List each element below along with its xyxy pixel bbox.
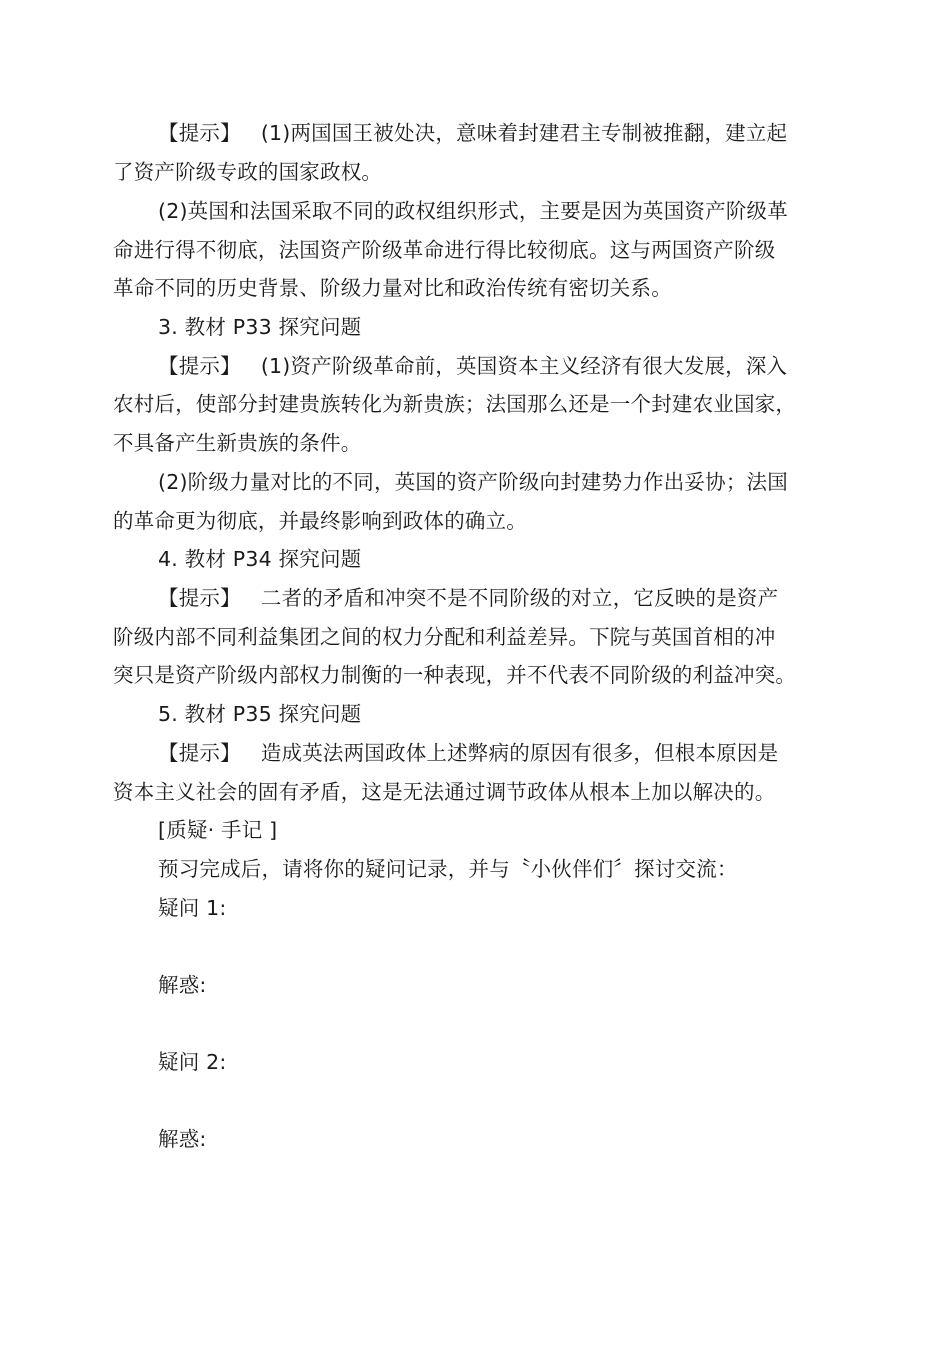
hint-tag: 【提示】 [158, 741, 241, 765]
hint-3-line-3: 不具备产生新贵族的条件。 [113, 431, 362, 455]
paragraph-3b-line-2: 的革命更为彻底，并最终影响到政体的确立。 [113, 509, 527, 533]
paragraph-2-line-2: 命进行得不彻底，法国资产阶级革命进行得比较彻底。这与两国资产阶级 [113, 238, 776, 262]
notes-heading: [质疑· 手记 ] [158, 818, 278, 842]
hint-3-line-1 [158, 353, 787, 379]
hint-4-line-2: 阶级内部不同利益集团之间的权力分配和利益差异。下院与英国首相的冲 [113, 625, 776, 649]
hint-5-line-1 [158, 740, 778, 766]
hint-4-line-1 [158, 585, 778, 611]
paragraph-3b-line-1: (2)阶级力量对比的不同，英国的资产阶级向封建势力作出妥协；法国 [158, 470, 788, 494]
hint-1-line-1 [158, 120, 787, 146]
paragraph-2-line-1: (2)英国和法国采取不同的政权组织形式，主要是因为英国资产阶级革 [158, 199, 788, 223]
section-5-heading: 5. 教材 P35 探究问题 [158, 702, 362, 726]
paragraph-2-line-3: 革命不同的历史背景、阶级力量对比和政治传统有密切关系。 [113, 276, 672, 300]
hint-text: (1)资产阶级革命前，英国资本主义经济有很大发展，深入 [260, 354, 788, 378]
hint-tag: 【提示】 [158, 121, 241, 145]
hint-tag: 【提示】 [158, 354, 241, 378]
notes-instruction: 预习完成后，请将你的疑问记录，并与〝小伙伴们〞探讨交流： [158, 857, 738, 881]
hint-5-line-2: 资本主义社会的固有矛盾，这是无法通过调节政体从根本上加以解决的。 [113, 780, 776, 804]
hint-text: 造成英法两国政体上述弊病的原因有很多，但根本原因是 [260, 741, 779, 765]
section-4-heading: 4. 教材 P34 探究问题 [158, 547, 362, 571]
hint-1-line-2: 了资产阶级专政的国家政权。 [113, 160, 383, 184]
section-3-heading: 3. 教材 P33 探究问题 [158, 315, 362, 339]
hint-text: 二者的矛盾和冲突不是不同阶级的对立，它反映的是资产 [260, 586, 779, 610]
hint-text: (1)两国国王被处决，意味着封建君主专制被推翻，建立起 [260, 121, 788, 145]
answer-1-label: 解惑: [158, 973, 207, 997]
hint-3-line-2: 农村后，使部分封建贵族转化为新贵族；法国那么还是一个封建农业国家， [113, 392, 797, 416]
hint-4-line-3: 突只是资产阶级内部权力制衡的一种表现，并不代表不同阶级的利益冲突。 [113, 663, 797, 687]
question-1-label: 疑问 1: [158, 896, 227, 920]
answer-2-label: 解惑: [158, 1127, 207, 1151]
question-2-label: 疑问 2: [158, 1050, 227, 1074]
hint-tag: 【提示】 [158, 586, 241, 610]
